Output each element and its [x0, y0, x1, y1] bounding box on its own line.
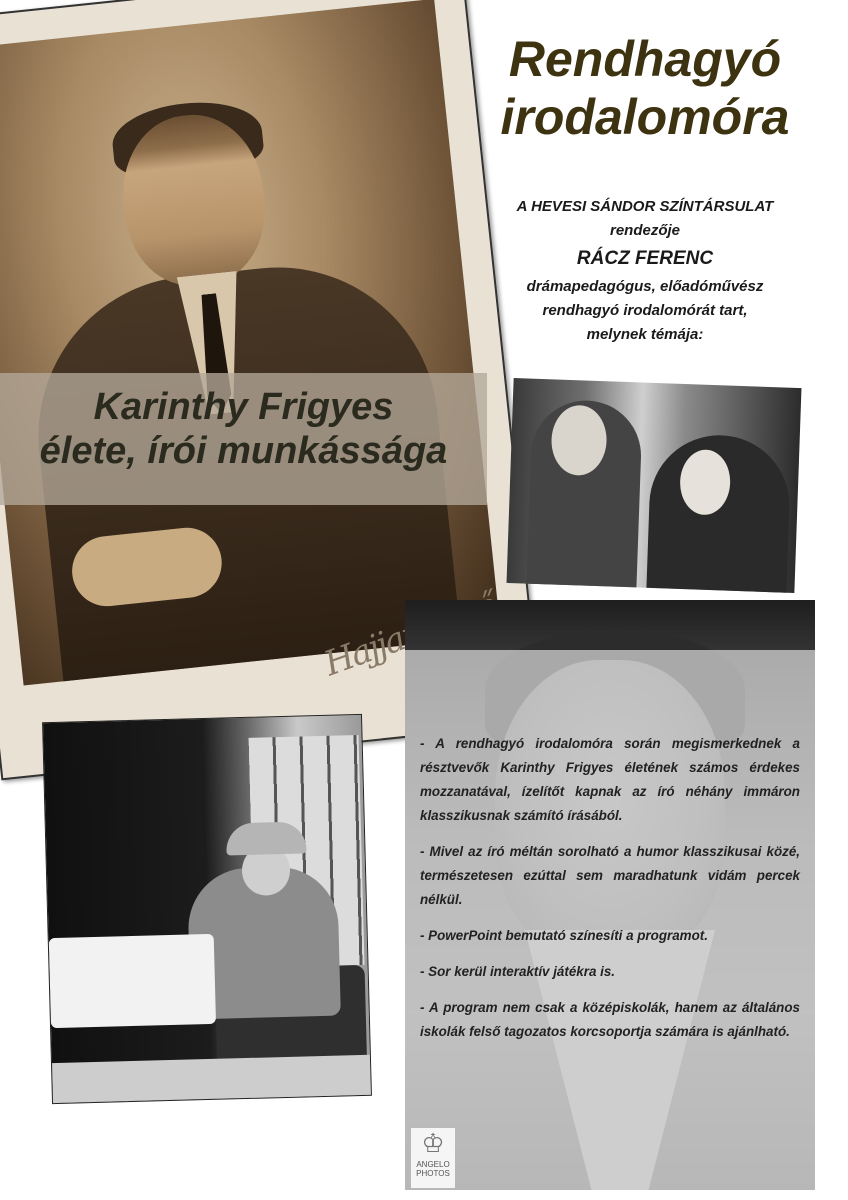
description-paragraph-1: - A rendhagyó irodalomóra során megismerkednek a résztvevők Karinthy Frigyes életének számos érdekes mozzanatával, ízelítőt kapnak az író néhány immáron klasszikusnak számító írásából.	[420, 736, 800, 823]
crown-icon: ♔	[421, 1129, 445, 1159]
topic-line-2: élete, írói munkássága	[39, 430, 448, 472]
intro-line-2: rendhagyó irodalomórát tart,	[542, 302, 748, 319]
intro-line-3: melynek témája:	[586, 326, 704, 343]
intro-name: RÁCZ FERENC	[576, 248, 714, 269]
cafe-photo-hat	[226, 821, 307, 855]
title-line-2: irodalomóra	[500, 89, 790, 145]
description-paragraph-2: - Mivel az író méltán sorolható a humor klasszikusai közé, természetesen ezúttal sem maradhatunk vidám percek nélkül.	[420, 844, 800, 907]
description-paragraph-3: - PowerPoint bemutató színesíti a programot.	[420, 928, 708, 943]
intro-role: rendezője	[609, 222, 681, 239]
logo-line-1: ANGELO	[416, 1160, 450, 1169]
logo-line-2: PHOTOS	[416, 1169, 450, 1178]
program-description	[420, 732, 800, 1056]
photographer-signature: Hajjar	[319, 614, 423, 685]
cafe-photo	[42, 714, 372, 1104]
angelo-photos-logo	[411, 1128, 455, 1188]
topic-line-1: Karinthy Frigyes	[93, 386, 394, 428]
cafe-photo-floor	[52, 1055, 371, 1103]
cafe-photo-table	[49, 934, 216, 1028]
couple-photo	[507, 378, 802, 593]
intro-line-1: drámapedagógus, előadóművész	[526, 278, 764, 295]
portrait-photo	[0, 0, 501, 685]
description-paragraph-4: - Sor kerül interaktív játékra is.	[420, 964, 615, 979]
intro-text	[470, 195, 820, 347]
topic-heading	[0, 385, 487, 473]
page-title	[455, 30, 835, 146]
intro-company: A HEVESI SÁNDOR SZÍNTÁRSULAT	[516, 198, 774, 215]
description-paragraph-5: - A program nem csak a középiskolák, hanem az általános iskolák felső tagozatos korcsoportja számára is ajánlható.	[420, 1000, 800, 1039]
title-line-1: Rendhagyó	[508, 31, 782, 87]
